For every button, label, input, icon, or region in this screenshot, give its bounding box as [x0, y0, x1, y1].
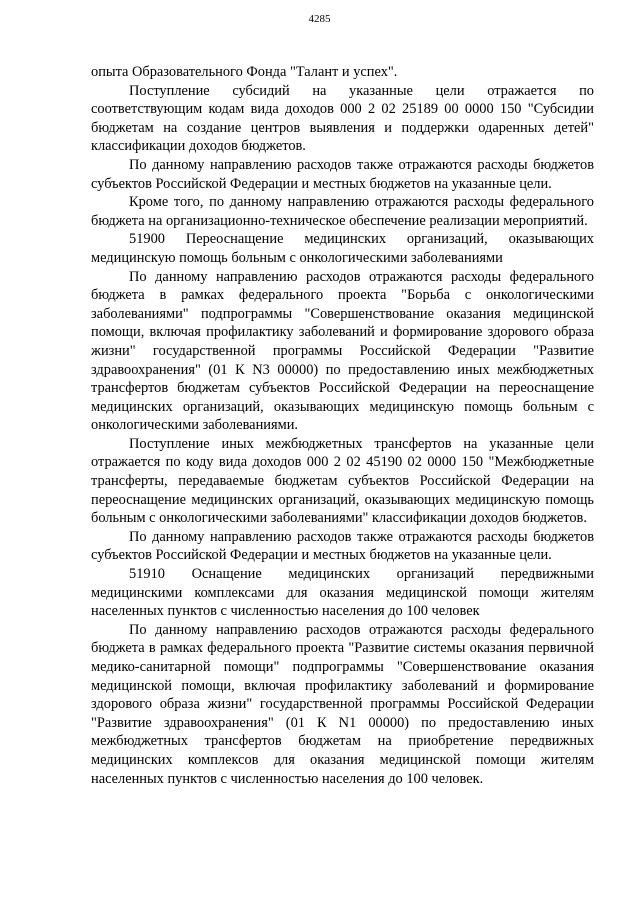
paragraph-subsidy-receipt: Поступление субсидий на указанные цели отражается по соответствующим кодам вида доходов 000 2 02 25189 00 0000 150 "Субсидии бюджетам на создание центров выявления и поддержки одаренных детей" классификации доходов бюджетов.: [91, 82, 594, 155]
paragraph-51900-regional-expenses: По данному направлению расходов также отражаются расходы бюджетов субъектов Российской Федерации и местных бюджетов на указанные цели.: [91, 528, 594, 564]
paragraph-51910-description: По данному направлению расходов отражаются расходы федерального бюджета в рамках федерального проекта "Развитие системы оказания первичной медико-санитарной помощи" подпрограммы "Совершенствование оказания медицинской помощи, включая профилактику заболеваний и формирование здорового образа жизни" государственной программы Российской Федерации "Развитие здравоохранения" (01 К N1 00000) по предоставлению иных межбюджетных трансфертов бюджетам на приобретение передвижных медицинских комплексов для оказания медицинской помощи жителям населенных пунктов с численностью населения до 100 человек.: [91, 621, 594, 787]
paragraph-regional-expenses: По данному направлению расходов также отражаются расходы бюджетов субъектов Российской Федерации и местных бюджетов на указанные цели.: [91, 156, 594, 192]
paragraph-federal-support: Кроме того, по данному направлению отражаются расходы федерального бюджета на организационно-техническое обеспечение реализации мероприятий.: [91, 194, 594, 229]
section-heading-51900: 51900 Переоснащение медицинских организаций, оказывающих медицинскую помощь больным с онкологическими заболеваниями: [91, 231, 594, 266]
paragraph-continuation: опыта Образовательного Фонда "Талант и успех".: [91, 64, 398, 80]
document-body: [91, 63, 594, 788]
paragraph-51900-description: По данному направлению расходов отражаются расходы федерального бюджета в рамках федерального проекта "Борьба с онкологическими заболеваниями" подпрограммы "Совершенствование оказания медицинской помощи, включая профилактику заболеваний и формирование здорового образа жизни" государственной программы Российской Федерации "Развитие здравоохранения" (01 К N3 00000) по предоставлению иных межбюджетных трансфертов бюджетам субъектов Российской Федерации на переоснащение медицинских организаций, оказывающих медицинскую помощь больным с онкологическими заболеваниями.: [91, 268, 594, 434]
paragraph-51900-income-code: Поступление иных межбюджетных трансфертов на указанные цели отражается по коду вида доходов 000 2 02 45190 02 0000 150 "Межбюджетные трансферты, передаваемые бюджетам субъектов Российской Федерации на переоснащение медицинских организаций, оказывающих медицинскую помощь больным с онкологическими заболеваниями" классификации доходов бюджетов.: [91, 435, 594, 527]
page-number: 4285: [308, 13, 331, 25]
section-heading-51910: 51910 Оснащение медицинских организаций передвижными медицинскими комплексами для оказания медицинской помощи жителям населенных пунктов с численностью населения до 100 человек: [91, 566, 594, 620]
